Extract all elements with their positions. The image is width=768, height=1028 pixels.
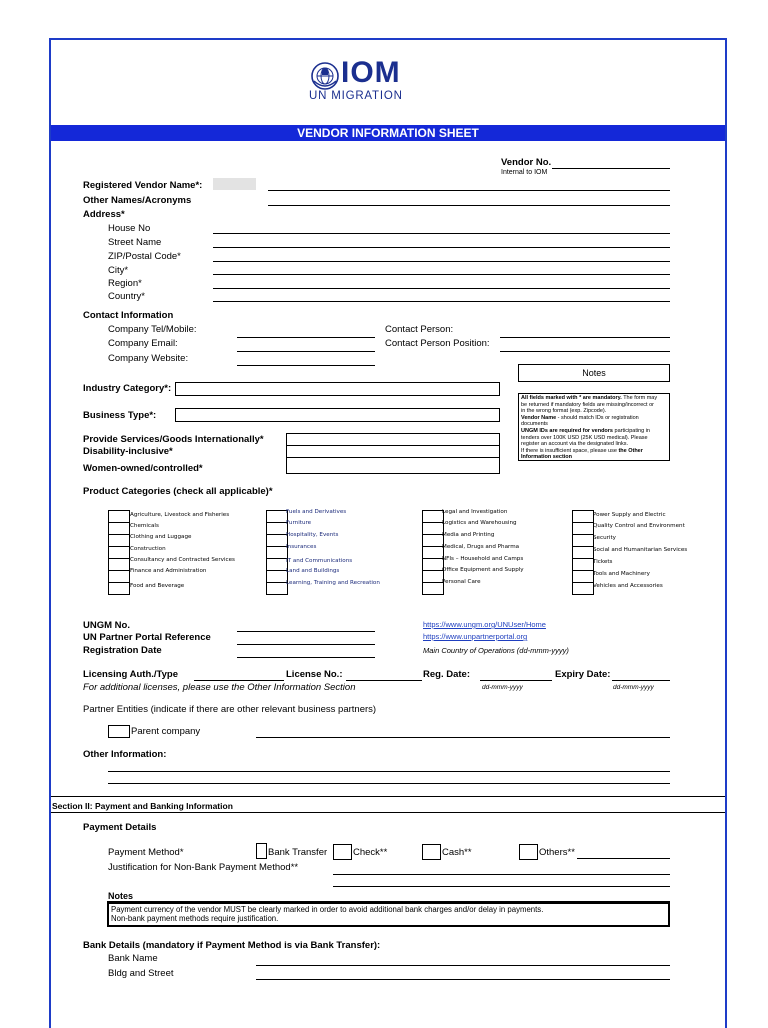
contact-position-label: Contact Person Position: bbox=[385, 338, 490, 349]
bank-transfer-label: Bank Transfer bbox=[268, 847, 328, 858]
justification-label: Justification for Non-Bank Payment Method** bbox=[108, 862, 299, 873]
business-type-label: Business Type*: bbox=[83, 410, 157, 421]
check-label: Check** bbox=[353, 847, 388, 858]
category-label-hospitality-events: Hospitality, Events bbox=[286, 532, 339, 538]
notes-l8: register an account via the designated links. bbox=[521, 441, 629, 448]
region-label: Region* bbox=[108, 278, 142, 289]
others-field[interactable] bbox=[577, 858, 670, 859]
payment-method-label: Payment Method* bbox=[108, 847, 184, 858]
notes-l7: tenders over 100K USD (25K USD medical). Please bbox=[521, 434, 648, 441]
category-label-vehicles-and-accessories: Vehicles and Accessories bbox=[593, 583, 663, 589]
payment-notes-l1: Payment currency of the vendor MUST be clearly marked in order to avoid additional bank charges and/or delay in payments. bbox=[111, 905, 544, 914]
category-label-learning-training-and-recreation: Learning, Training and Recreation bbox=[286, 580, 380, 586]
industry-category-label: Industry Category*: bbox=[83, 383, 172, 394]
notes-l9: If there is insufficient space, please use bbox=[521, 447, 619, 454]
notes-l4b: Vendor Name bbox=[521, 414, 557, 421]
city-label: City* bbox=[108, 265, 129, 276]
category-label-clothing-and-luggage: Clothing and Luggage bbox=[130, 534, 192, 540]
expiry-date-label: Expiry Date: bbox=[555, 669, 611, 680]
contact-person-field[interactable] bbox=[500, 337, 670, 338]
vendor-name-shaded-cell[interactable] bbox=[213, 178, 256, 190]
notes-l1: The form may bbox=[621, 395, 658, 401]
other-information-line-2[interactable] bbox=[108, 783, 670, 784]
category-label-tickets: Tickets bbox=[593, 559, 613, 565]
zip-field[interactable] bbox=[213, 261, 670, 262]
category-label-it-and-communications: IT and Communications bbox=[286, 558, 353, 564]
other-information-label: Other Information: bbox=[83, 749, 167, 760]
disability-label: Disability-inclusive* bbox=[83, 446, 173, 457]
expiry-date-field[interactable] bbox=[612, 680, 670, 681]
registration-date-label: Registration Date bbox=[83, 645, 162, 656]
payment-notes-box bbox=[107, 902, 670, 927]
street-name-label: Street Name bbox=[108, 237, 162, 248]
license-no-field[interactable] bbox=[346, 680, 422, 681]
iom-logo bbox=[308, 58, 432, 104]
company-website-label: Company Website: bbox=[108, 353, 189, 364]
region-field[interactable] bbox=[213, 288, 670, 289]
registered-vendor-name-label: Registered Vendor Name*: bbox=[83, 180, 203, 191]
category-label-quality-control-and-environment: Quality Control and Environment bbox=[593, 523, 685, 529]
un-emblem-icon bbox=[310, 61, 340, 91]
zip-label: ZIP/Postal Code* bbox=[108, 251, 181, 262]
notes-box bbox=[518, 393, 670, 461]
parent-company-label: Parent company bbox=[131, 726, 201, 737]
notes-title-box bbox=[518, 364, 670, 382]
category-checkbox-learning-training-and-recreation[interactable] bbox=[266, 582, 288, 595]
justification-line-2[interactable] bbox=[333, 886, 670, 887]
bldg-street-label: Bldg and Street bbox=[108, 968, 174, 979]
others-label: Others** bbox=[539, 847, 575, 858]
category-label-insurances: Insurances bbox=[286, 544, 317, 550]
category-label-food-and-beverage: Food and Beverage bbox=[130, 583, 185, 589]
notes-l4: - should match IDs or registration bbox=[556, 414, 639, 421]
bank-transfer-checkbox[interactable] bbox=[256, 843, 267, 859]
notes-l1b: All fields marked with * are mandatory. bbox=[521, 395, 622, 401]
ungm-link[interactable]: https://www.ungm.org/UNUser/Home bbox=[423, 620, 546, 629]
category-label-nfis-household-and-camps: NFIs – Household and Camps bbox=[442, 556, 524, 562]
other-names-field[interactable] bbox=[268, 205, 670, 206]
payment-notes-l2: Non-bank payment methods require justification. bbox=[111, 914, 279, 923]
category-label-personal-care: Personal Care bbox=[442, 579, 481, 585]
category-label-land-and-buildings: Land and Buildings bbox=[286, 568, 340, 574]
company-email-field[interactable] bbox=[237, 351, 375, 352]
contact-person-label: Contact Person: bbox=[385, 324, 454, 335]
licensing-auth-field[interactable] bbox=[194, 680, 284, 681]
other-information-line-1[interactable] bbox=[108, 771, 670, 772]
reg-date-format: dd-mmm-yyyy bbox=[482, 684, 523, 691]
logo-brand: IOM bbox=[341, 56, 401, 89]
registration-date-field[interactable] bbox=[237, 657, 375, 658]
parent-company-field[interactable] bbox=[256, 737, 670, 738]
notes-title: Notes bbox=[582, 368, 606, 378]
notes-l10b: Information section bbox=[521, 454, 573, 461]
address-label: Address* bbox=[83, 209, 125, 220]
logo-tagline: UN MIGRATION bbox=[309, 90, 403, 102]
product-categories-heading: Product Categories (check all applicable)* bbox=[83, 486, 273, 497]
cash-checkbox[interactable] bbox=[422, 844, 441, 860]
category-label-chemicals: Chemicals bbox=[130, 523, 159, 529]
category-label-fuels-and-derivatives: Fuels and Derivatives bbox=[286, 509, 347, 515]
others-checkbox[interactable] bbox=[519, 844, 538, 860]
category-label-medical-drugs-and-pharma: Medical, Drugs and Pharma bbox=[442, 544, 520, 550]
industry-category-field[interactable] bbox=[175, 382, 500, 396]
notes-l2: be returned if mandatory fields are missing/incorrect or bbox=[521, 401, 654, 408]
category-label-finance-and-administration: Finance and Administration bbox=[130, 568, 207, 574]
section2-title: Section II: Payment and Banking Information bbox=[52, 801, 233, 811]
category-label-tools-and-machinery: Tools and Machinery bbox=[593, 571, 650, 577]
partner-portal-label: UN Partner Portal Reference bbox=[83, 632, 211, 643]
provide-services-label: Provide Services/Goods Internationally* bbox=[83, 434, 264, 445]
partner-portal-link[interactable]: https://www.unpartnerportal.org bbox=[423, 632, 528, 641]
category-label-security: Security bbox=[593, 535, 616, 541]
notes-l3: in the wrong format (exp. Zipcode). bbox=[521, 408, 607, 415]
reg-date-label: Reg. Date: bbox=[423, 669, 470, 680]
additional-licenses-note: For additional licenses, please use the Other Information Section bbox=[83, 682, 356, 693]
city-field[interactable] bbox=[213, 274, 670, 275]
ungm-no-field[interactable] bbox=[237, 631, 375, 632]
cash-label: Cash** bbox=[442, 847, 472, 858]
vendor-no-note: Internal to IOM bbox=[501, 169, 548, 176]
notes-l5: documents bbox=[521, 421, 548, 428]
category-label-furniture: Furniture bbox=[286, 520, 312, 526]
bldg-street-field[interactable] bbox=[256, 979, 670, 980]
partner-entities-label: Partner Entities (indicate if there are other relevant business partners) bbox=[83, 704, 377, 715]
main-country-label: Main Country of Operations (dd-mmm-yyyy) bbox=[423, 646, 569, 655]
contact-position-field[interactable] bbox=[500, 351, 670, 352]
country-label: Country* bbox=[108, 291, 145, 302]
license-no-label: License No.: bbox=[286, 669, 343, 680]
payment-details-label: Payment Details bbox=[83, 822, 157, 833]
company-email-label: Company Email: bbox=[108, 338, 178, 349]
reg-date-field[interactable] bbox=[480, 680, 552, 681]
category-label-consultancy-and-contracted-services: Consultancy and Contracted Services bbox=[130, 557, 235, 563]
bank-name-label: Bank Name bbox=[108, 953, 158, 964]
company-website-field[interactable] bbox=[237, 365, 375, 366]
justification-line-1[interactable] bbox=[333, 874, 670, 875]
house-no-field[interactable] bbox=[213, 233, 670, 234]
partner-portal-field[interactable] bbox=[237, 644, 375, 645]
category-label-office-equipment-and-supply: Office Equipment and Supply bbox=[442, 567, 524, 573]
vendor-no-label: Vendor No. bbox=[501, 157, 552, 168]
category-label-social-and-humanitarian-services: Social and Humanitarian Services bbox=[593, 547, 688, 553]
parent-company-checkbox[interactable] bbox=[108, 725, 130, 738]
ungm-no-label: UNGM No. bbox=[83, 620, 130, 631]
bank-name-field[interactable] bbox=[256, 965, 670, 966]
section2-bottom-rule bbox=[51, 812, 725, 813]
notes-l6: participating in bbox=[613, 427, 650, 434]
notes-l9b: the Other bbox=[618, 447, 643, 454]
women-owned-field[interactable] bbox=[286, 457, 500, 474]
category-checkbox-vehicles-and-accessories[interactable] bbox=[572, 582, 594, 595]
house-no-label: House No bbox=[108, 223, 151, 234]
check-checkbox[interactable] bbox=[333, 844, 352, 860]
registered-vendor-name-field[interactable] bbox=[268, 190, 670, 191]
category-label-legal-and-investigation: Legal and Investigation bbox=[442, 509, 508, 515]
women-owned-label: Women-owned/controlled* bbox=[83, 463, 203, 474]
vendor-no-field[interactable] bbox=[552, 168, 670, 169]
payment-notes-title: Notes bbox=[108, 891, 134, 901]
company-tel-field[interactable] bbox=[237, 337, 375, 338]
category-checkbox-personal-care[interactable] bbox=[422, 582, 444, 595]
expiry-date-format: dd-mmm-yyyy bbox=[613, 684, 654, 691]
category-label-agriculture-livestock-and-fisheries: Agriculture, Livestock and Fisheries bbox=[130, 512, 230, 518]
section2-top-rule bbox=[51, 796, 725, 797]
category-checkbox-food-and-beverage[interactable] bbox=[108, 582, 130, 595]
category-label-logistics-and-warehousing: Logistics and Warehousing bbox=[442, 520, 517, 526]
licensing-auth-label: Licensing Auth./Type bbox=[83, 669, 179, 680]
company-tel-label: Company Tel/Mobile: bbox=[108, 324, 197, 335]
page-title: VENDOR INFORMATION SHEET bbox=[51, 125, 725, 141]
category-label-media-and-printing: Media and Printing bbox=[442, 532, 495, 538]
business-type-field[interactable] bbox=[175, 408, 500, 422]
bank-details-label: Bank Details (mandatory if Payment Method is via Bank Transfer): bbox=[83, 940, 381, 951]
category-label-construction: Construction bbox=[130, 546, 166, 552]
category-label-power-supply-and-electric: Power Supply and Electric bbox=[593, 512, 666, 518]
street-name-field[interactable] bbox=[213, 247, 670, 248]
contact-heading: Contact Information bbox=[83, 310, 174, 321]
country-field[interactable] bbox=[213, 301, 670, 302]
other-names-label: Other Names/Acronyms bbox=[83, 195, 192, 206]
notes-l6b: UNGM IDs are required for vendors bbox=[521, 427, 613, 434]
